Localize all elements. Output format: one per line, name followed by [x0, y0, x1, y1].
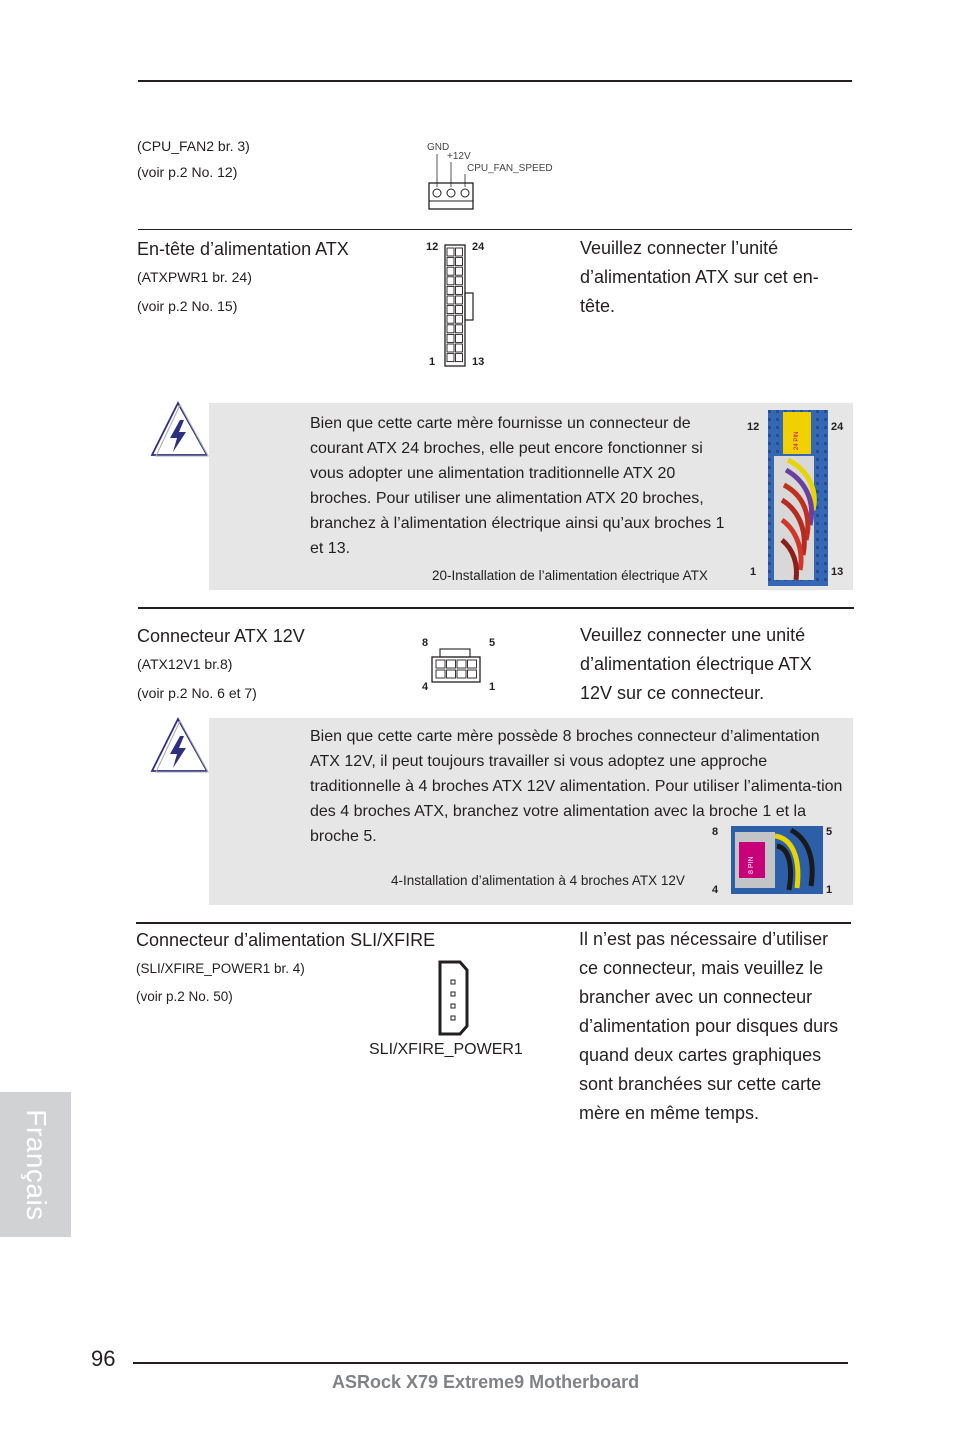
pin-cell: [447, 344, 454, 352]
pin-cell: [447, 277, 454, 285]
section-rule-3: [136, 922, 851, 924]
pin-cell: [468, 660, 477, 668]
photo-pin-number: 4: [712, 884, 719, 896]
pin-cell: [456, 248, 463, 256]
pin-cell: [447, 660, 456, 668]
pin-cell: [457, 660, 466, 668]
atx-description: Veuillez connecter l’unité d’alimentation ATX sur cet en-tête.: [580, 238, 819, 316]
photo-pin-number: 24: [831, 421, 844, 433]
atx12v-connector-photo-image: [731, 826, 823, 894]
pin-cell: [456, 267, 463, 275]
language-label: Français: [20, 1108, 52, 1221]
atx-24pin-connector-icon: [444, 244, 476, 368]
pin-cell: [447, 670, 456, 678]
pin-cell: [456, 306, 463, 314]
pin-number: 5: [489, 637, 496, 649]
atx12v-8pin-diagram: [418, 634, 504, 696]
sli-page-ref: (voir p.2 No. 50): [136, 989, 233, 1004]
pin-number: 4: [422, 681, 429, 693]
pin-cell: [447, 306, 454, 314]
atx12v-ref: (ATX12V1 br.8): [137, 656, 233, 672]
pin-number: 13: [472, 356, 485, 368]
cpu-fan-diagram: [426, 142, 566, 214]
pin-cell: [436, 670, 445, 678]
photo-pin-number: 12: [747, 421, 760, 433]
pin-cell: [456, 315, 463, 323]
pin-number: 24: [472, 241, 485, 253]
atx12v-note-text: Bien que cette carte mère possède 8 broches connecteur d’alimentation ATX 12V, il peut toujours travailler si vous adoptez une approche traditionnelle à 4 broches ATX 12V alimentation. Pour utiliser l’alimenta-tion des 4 broches ATX, branchez votre alimentation avec la broche 1 et la broche 5.: [310, 728, 843, 845]
pin-cell: [468, 670, 477, 678]
pin-cell: [457, 670, 466, 678]
section-rule-2: [138, 607, 854, 609]
atx12v-page-ref: (voir p.2 No. 6 et 7): [137, 685, 257, 701]
photo-pin-number: 13: [831, 566, 844, 578]
pin-cell: [447, 334, 454, 342]
page-number: 96: [91, 1346, 116, 1371]
pin-cell: [447, 258, 454, 266]
sli-power-connector-icon: [436, 960, 470, 1038]
photo-pin-number: 5: [826, 826, 833, 838]
atx-photo-label: 24 PIN: [794, 431, 800, 450]
language-side-tab: [0, 1092, 71, 1237]
pin-label-gnd: GND: [427, 142, 450, 153]
pin-number: 8: [422, 637, 429, 649]
photo-pin-number: 1: [750, 566, 757, 578]
fan-connector-icon: [426, 142, 486, 214]
atx-ref: (ATXPWR1 br. 24): [137, 269, 252, 285]
atx-photo-caption: 20-Installation de l’alimentation électrique ATX: [432, 568, 708, 583]
product-name: ASRock X79 Extreme9 Motherboard: [332, 1372, 640, 1392]
pin-cell: [456, 258, 463, 266]
atx-24pin-diagram: [420, 238, 500, 373]
pin-cell: [447, 315, 454, 323]
pin-cell: [456, 344, 463, 352]
atx12v-connector-icon: [431, 648, 483, 684]
sli-title: Connecteur d’alimentation SLI/XFIRE: [136, 930, 436, 950]
pin-cell: [447, 325, 454, 333]
atx-note-text: Bien que cette carte mère fournisse un connecteur de courant ATX 24 broches, elle peut encore fonctionner si vous adopter une alimentation traditionnelle ATX 20 broches. Pour utiliser une alimentation ATX 20 broches, branchez à l’alimentation électrique ainsi qu’aux broches 1 et 13.: [310, 415, 725, 557]
pin-cell: [447, 248, 454, 256]
cpu-fan-ref: (CPU_FAN2 br. 3): [137, 138, 250, 154]
footer-rule: [133, 1362, 848, 1364]
sli-connector-label: SLI/XFIRE_POWER1: [369, 1041, 523, 1058]
atx12v-photo: [708, 822, 838, 898]
warning-icon: [150, 716, 212, 776]
atx-connector-photo-image: [768, 410, 828, 586]
top-rule: [138, 80, 852, 82]
atx12v-photo-label: 8 PIN: [748, 856, 755, 874]
pin-cell: [456, 277, 463, 285]
atx-title: En-tête d’alimentation ATX: [137, 239, 349, 259]
cpu-fan-page-ref: (voir p.2 No. 12): [137, 164, 238, 180]
atx12v-title: Connecteur ATX 12V: [137, 626, 305, 646]
pin-cell: [447, 354, 454, 362]
pin-label-speed: CPU_FAN_SPEED: [467, 163, 553, 174]
photo-pin-number: 1: [826, 884, 833, 896]
pin-cell: [456, 296, 463, 304]
sli-description: Il n’est pas nécessaire d’utiliser ce connecteur, mais veuillez le brancher avec un connecteur d’alimentation pour disques durs quand deux cartes graphiques sont branchées sur cette carte mère en même temps.: [579, 929, 839, 1123]
atx-photo: [744, 408, 850, 588]
pin-number: 1: [489, 681, 496, 693]
sli-ref: (SLI/XFIRE_POWER1 br. 4): [136, 961, 305, 976]
pin-cell: [456, 334, 463, 342]
atx-page-ref: (voir p.2 No. 15): [137, 298, 238, 314]
pin-cell: [447, 286, 454, 294]
pin-cell: [447, 296, 454, 304]
pin-cell: [436, 660, 445, 668]
pin-cell: [456, 354, 463, 362]
pin-number: 1: [429, 356, 436, 368]
pin-cell: [456, 286, 463, 294]
pin-cell: [447, 267, 454, 275]
pin-label-12v: +12V: [447, 151, 471, 162]
section-rule-1: [138, 229, 852, 230]
warning-icon: [150, 400, 212, 460]
atx12v-description: Veuillez connecter une unité d’alimentation électrique ATX 12V sur ce connecteur.: [580, 625, 812, 703]
photo-pin-number: 8: [712, 826, 719, 838]
atx12v-photo-caption: 4-Installation d’alimentation à 4 broches ATX 12V: [391, 873, 685, 888]
pin-number: 12: [426, 241, 439, 253]
pin-cell: [456, 325, 463, 333]
